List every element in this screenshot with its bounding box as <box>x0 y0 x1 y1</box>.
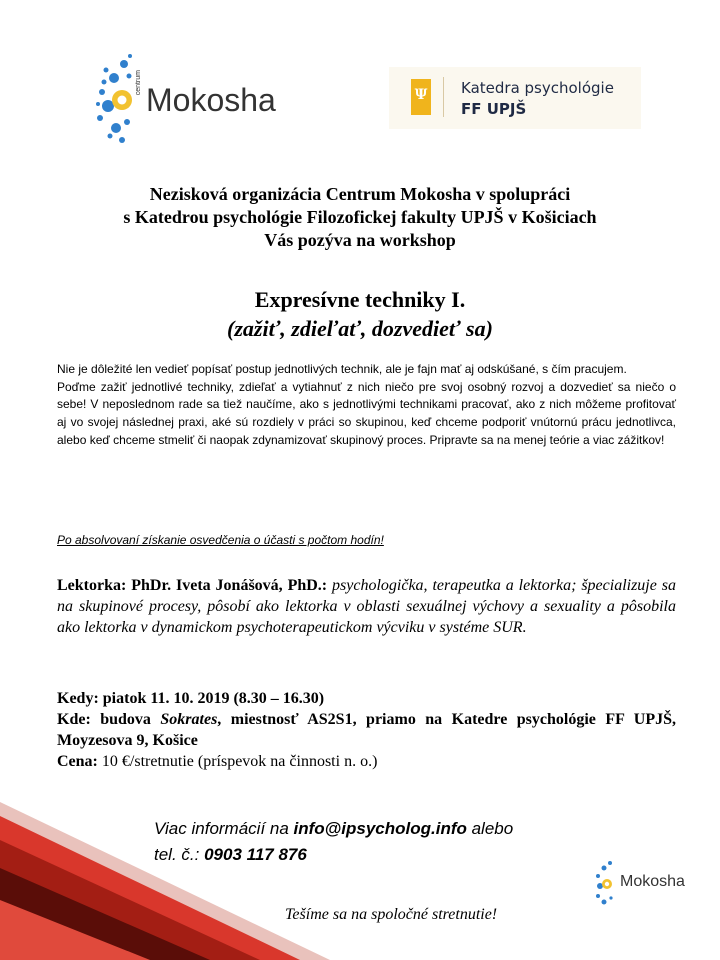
description-block <box>57 361 676 450</box>
building-name: Sokrates <box>160 711 218 728</box>
workshop-title: Expresívne techniky I. <box>254 287 466 312</box>
mokosha-logo-text: Mokosha <box>146 82 276 118</box>
closing-text: Tešíme sa na spoločné stretnutie! <box>285 906 498 923</box>
invitation-line-2: s Katedrou psychológie Filozofickej fakulty UPJŠ v Košiciach <box>123 207 597 227</box>
mokosha-logo-small-text: centrum <box>135 70 142 96</box>
mokosha-logo-small-text: Mokosha <box>620 873 685 890</box>
description-paragraph-2: Poďme zažiť jednotlivé techniky, zdieľať a vytiahnuť z nich niečo pre svoj osobný rozvoj a dozvedieť sa niečo o sebe! V neposlednom rade sa tiež naučíme, ako s jednotlivými technikami pracovať, ako z nich môžeme profitovať aj vo svojej následnej praxi, aké sú rozdiely v práci so skupinou, keď chceme podporiť vnútornú prácu jednotlivca, alebo keď chceme stmeliť či naopak zdynamizovať skupinový proces. Pripravte sa na menej teórie a viac zážitkov! <box>57 379 676 447</box>
price-label: Cena: <box>57 753 98 770</box>
katedra-logo-line1: Katedra psychológie <box>461 79 614 97</box>
contact-block: Viac informácií na info@ipsycholog.info alebo tel. č.: 0903 117 876 <box>154 819 514 864</box>
event-price <box>57 751 676 772</box>
price-value: 10 €/stretnutie (príspevok na činnosti n. o.) <box>97 753 378 770</box>
contact-phone[interactable]: 0903 117 876 <box>204 845 307 864</box>
invitation-line-1: Nezisková organizácia Centrum Mokosha v spolupráci <box>149 184 571 204</box>
mokosha-logo-small <box>594 858 688 908</box>
event-location: Kde: budova Sokrates, miestnosť AS2S1, priamo na Katedre psychológie FF UPJŠ, Moyzesova 9, Košice <box>57 711 676 749</box>
description-paragraph-1: Nie je dôležité len vedieť popísať postup jednotlivých technik, ale je fajn mať aj odskúšané, s čím pracujem. <box>57 362 627 376</box>
lecturer-block <box>57 575 676 638</box>
lecturer-bio: psychologička, terapeutka a lektorka; špecializuje sa na skupinové procesy, pôsobí ako lektorka v oblasti sexuálnej výchovy a sexuality a pôsobila ako lektorka v dynamickom psychoterapeutickom výcviku v systéme SUR. <box>57 577 676 636</box>
logo-divider <box>443 77 444 117</box>
mokosha-logo <box>94 48 276 148</box>
katedra-logo <box>389 67 641 129</box>
event-date: Kedy: piatok 11. 10. 2019 (8.30 – 16.30) <box>57 690 325 707</box>
certificate-note: Po absolvovaní získanie osvedčenia o účasti s počtom hodín! <box>57 533 384 547</box>
workshop-subtitle: (zažiť, zdieľať, dozvedieť sa) <box>227 316 493 341</box>
katedra-logo-line2: FF UPJŠ <box>461 100 527 118</box>
invitation-heading <box>0 183 720 252</box>
lecturer-label: Lektorka: PhDr. Iveta Jonášová, PhD.: <box>57 577 328 594</box>
contact-email[interactable]: info@ipsycholog.info <box>293 819 467 838</box>
workshop-title-block <box>0 285 720 343</box>
psi-badge-icon: Ψ <box>411 79 431 115</box>
invitation-line-3: Vás pozýva na workshop <box>264 230 456 250</box>
